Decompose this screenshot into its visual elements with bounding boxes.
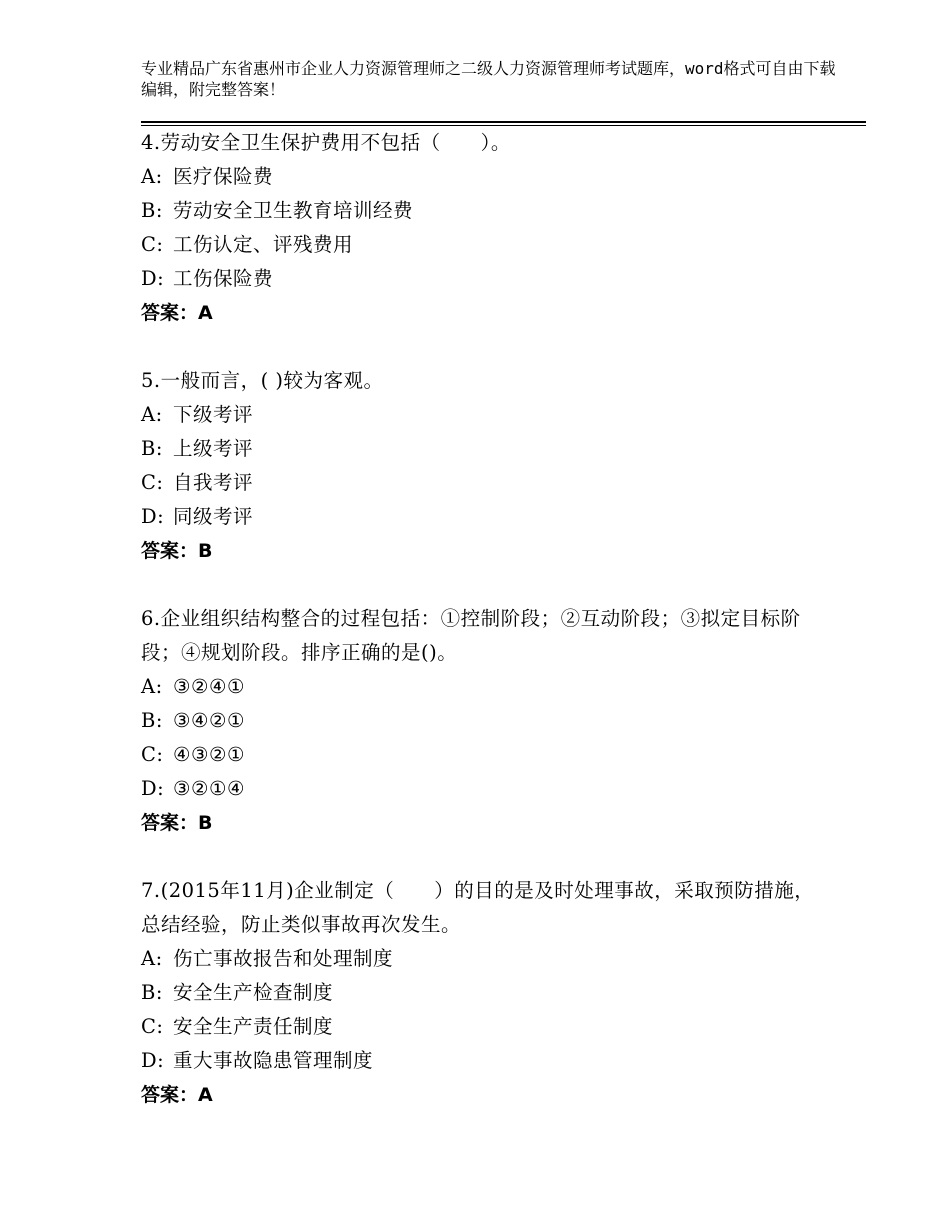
option-letter: B: <box>141 981 163 1004</box>
option-b <box>141 194 821 228</box>
answer-line: 答案：A <box>141 1084 213 1106</box>
option-letter: A: <box>141 403 163 426</box>
option-a <box>141 160 821 194</box>
option-d <box>141 1044 821 1078</box>
option-b <box>141 976 821 1010</box>
answer-line: 答案：B <box>141 540 213 562</box>
answer-line: 答案：A <box>141 302 213 324</box>
option-text: 自我考评 <box>173 471 254 494</box>
option-text: 安全生产责任制度 <box>173 1015 334 1038</box>
option-letter: B: <box>141 199 163 222</box>
option-letter: C: <box>141 233 164 256</box>
option-text: ③②①④ <box>173 777 245 800</box>
question-5 <box>141 364 821 568</box>
option-letter: B: <box>141 709 163 732</box>
option-letter: D: <box>141 505 165 528</box>
option-text: 重大事故隐患管理制度 <box>173 1049 374 1072</box>
option-d <box>141 500 821 534</box>
question-6 <box>141 602 821 840</box>
option-letter: D: <box>141 777 165 800</box>
option-text: 同级考评 <box>173 505 254 528</box>
option-letter: A: <box>141 947 163 970</box>
option-text: 下级考评 <box>173 403 254 426</box>
option-letter: B: <box>141 437 163 460</box>
question-stem: 6.企业组织结构整合的过程包括：①控制阶段；②互动阶段；③拟定目标阶段；④规划阶段。排序正确的是()。 <box>141 607 801 664</box>
option-c <box>141 738 821 772</box>
question-stem: 7.(2015年11月)企业制定（ ）的目的是及时处理事故，采取预防措施，总结经验，防止类似事故再次发生。 <box>141 879 815 936</box>
option-a <box>141 398 821 432</box>
option-letter: D: <box>141 1049 165 1072</box>
option-d <box>141 262 821 296</box>
option-a <box>141 942 821 976</box>
option-text: 劳动安全卫生教育培训经费 <box>173 199 414 222</box>
question-stem: 4.劳动安全卫生保护费用不包括（ ）。 <box>141 131 511 154</box>
option-letter: C: <box>141 743 164 766</box>
option-letter: A: <box>141 675 163 698</box>
question-4 <box>141 126 821 330</box>
option-b <box>141 432 821 466</box>
option-letter: A: <box>141 165 163 188</box>
option-text: 伤亡事故报告和处理制度 <box>173 947 394 970</box>
option-c <box>141 466 821 500</box>
option-letter: C: <box>141 1015 164 1038</box>
question-spacer <box>141 568 821 602</box>
document-header: 专业精品广东省惠州市企业人力资源管理师之二级人力资源管理师考试题库，word格式可自由下载编辑，附完整答案！ <box>141 59 836 99</box>
question-spacer <box>141 840 821 874</box>
question-stem: 5.一般而言，( )较为客观。 <box>141 369 384 392</box>
header-rule-thick <box>141 121 866 123</box>
option-text: 工伤认定、评残费用 <box>173 233 354 256</box>
question-spacer <box>141 330 821 364</box>
option-text: 医疗保险费 <box>173 165 274 188</box>
option-text: ③④②① <box>173 709 245 732</box>
option-text: ④③②① <box>173 743 245 766</box>
option-d <box>141 772 821 806</box>
option-c <box>141 228 821 262</box>
option-letter: D: <box>141 267 165 290</box>
option-c <box>141 1010 821 1044</box>
option-text: 安全生产检查制度 <box>173 981 334 1004</box>
question-7 <box>141 874 821 1112</box>
option-letter: C: <box>141 471 164 494</box>
option-b <box>141 704 821 738</box>
option-text: 工伤保险费 <box>173 267 274 290</box>
option-text: 上级考评 <box>173 437 254 460</box>
answer-line: 答案：B <box>141 812 213 834</box>
option-text: ③②④① <box>173 675 245 698</box>
question-list <box>141 126 821 1112</box>
option-a <box>141 670 821 704</box>
